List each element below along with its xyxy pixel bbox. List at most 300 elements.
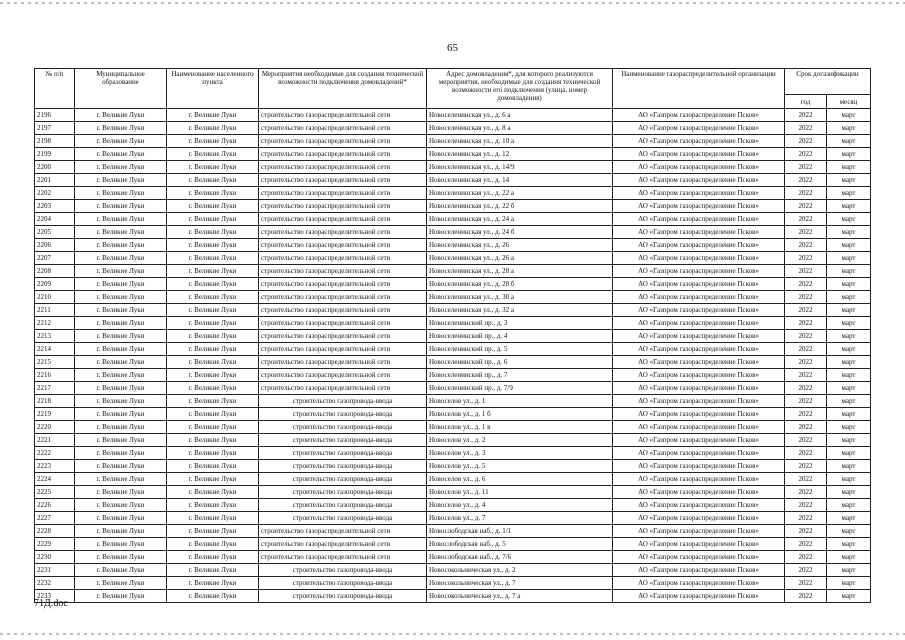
header-municipality: Муниципальное образование	[75, 69, 167, 109]
cell-num: 2206	[35, 239, 75, 252]
cell-year: 2022	[785, 499, 827, 512]
cell-event: строительство газораспределительной сети	[259, 239, 427, 252]
cell-locality: г. Великие Луки	[167, 564, 259, 577]
cell-month: март	[827, 161, 871, 174]
cell-municipality: г. Великие Луки	[75, 174, 167, 187]
cell-locality: г. Великие Луки	[167, 161, 259, 174]
cell-municipality: г. Великие Луки	[75, 460, 167, 473]
cell-locality: г. Великие Луки	[167, 369, 259, 382]
cell-organization: АО «Газпром газораспределение Псков»	[613, 135, 785, 148]
cell-year: 2022	[785, 161, 827, 174]
cell-locality: г. Великие Луки	[167, 174, 259, 187]
cell-num: 2216	[35, 369, 75, 382]
cell-year: 2022	[785, 330, 827, 343]
cell-locality: г. Великие Луки	[167, 109, 259, 122]
cell-year: 2022	[785, 525, 827, 538]
table-row	[35, 395, 871, 408]
cell-num: 2217	[35, 382, 75, 395]
cell-event: строительство газопровода-ввода	[259, 512, 427, 525]
table-row	[35, 291, 871, 304]
cell-organization: АО «Газпром газораспределение Псков»	[613, 213, 785, 226]
cell-locality: г. Великие Луки	[167, 187, 259, 200]
cell-num: 2230	[35, 551, 75, 564]
cell-year: 2022	[785, 434, 827, 447]
table-row	[35, 564, 871, 577]
table-row	[35, 109, 871, 122]
cell-organization: АО «Газпром газораспределение Псков»	[613, 291, 785, 304]
cell-municipality: г. Великие Луки	[75, 148, 167, 161]
cell-address: Новосокольническая ул., д. 2	[427, 564, 613, 577]
cell-municipality: г. Великие Луки	[75, 304, 167, 317]
cell-address: Новоселенинская ул., д. 6 а	[427, 109, 613, 122]
cell-month: март	[827, 109, 871, 122]
cell-num: 2201	[35, 174, 75, 187]
cell-municipality: г. Великие Луки	[75, 421, 167, 434]
cell-year: 2022	[785, 538, 827, 551]
cell-num: 2215	[35, 356, 75, 369]
cell-organization: АО «Газпром газораспределение Псков»	[613, 122, 785, 135]
cell-event: строительство газораспределительной сети	[259, 135, 427, 148]
cell-address: Новоселенинская ул., д. 14	[427, 174, 613, 187]
cell-year: 2022	[785, 135, 827, 148]
cell-locality: г. Великие Луки	[167, 447, 259, 460]
table-header	[35, 69, 871, 109]
cell-num: 2223	[35, 460, 75, 473]
table-row	[35, 317, 871, 330]
cell-num: 2200	[35, 161, 75, 174]
header-address: Адрес домовладения*, для которого реализуются мероприятия, необходимые для создания технической возможности его подключения (улица, номер домовладения)	[427, 69, 613, 109]
cell-year: 2022	[785, 239, 827, 252]
table-row	[35, 135, 871, 148]
cell-locality: г. Великие Луки	[167, 135, 259, 148]
table-row	[35, 187, 871, 200]
cell-address: Новослободская наб., д. 7/6	[427, 551, 613, 564]
cell-municipality: г. Великие Луки	[75, 486, 167, 499]
table-row	[35, 122, 871, 135]
cell-organization: АО «Газпром газораспределение Псков»	[613, 200, 785, 213]
cell-num: 2199	[35, 148, 75, 161]
cell-num: 2214	[35, 343, 75, 356]
cell-municipality: г. Великие Луки	[75, 525, 167, 538]
table-row	[35, 304, 871, 317]
cell-address: Новоселенинская ул., д. 32 а	[427, 304, 613, 317]
cell-event: строительство газопровода-ввода	[259, 564, 427, 577]
cell-event: строительство газопровода-ввода	[259, 499, 427, 512]
table-row	[35, 590, 871, 603]
cell-event: строительство газораспределительной сети	[259, 343, 427, 356]
cell-num: 2225	[35, 486, 75, 499]
cell-month: март	[827, 252, 871, 265]
cell-event: строительство газораспределительной сети	[259, 265, 427, 278]
cell-municipality: г. Великие Луки	[75, 265, 167, 278]
cell-num: 2221	[35, 434, 75, 447]
cell-locality: г. Великие Луки	[167, 148, 259, 161]
cell-year: 2022	[785, 486, 827, 499]
cell-event: строительство газопровода-ввода	[259, 434, 427, 447]
cell-locality: г. Великие Луки	[167, 356, 259, 369]
cell-month: март	[827, 512, 871, 525]
gasification-register-table	[34, 68, 871, 603]
header-locality: Наименование населенного пункта	[167, 69, 259, 109]
cell-year: 2022	[785, 252, 827, 265]
cell-organization: АО «Газпром газораспределение Псков»	[613, 317, 785, 330]
cell-event: строительство газопровода-ввода	[259, 408, 427, 421]
table-row	[35, 447, 871, 460]
cell-num: 2213	[35, 330, 75, 343]
cell-municipality: г. Великие Луки	[75, 369, 167, 382]
cell-month: март	[827, 408, 871, 421]
cell-event: строительство газопровода-ввода	[259, 473, 427, 486]
cell-month: март	[827, 382, 871, 395]
cell-address: Новоселов ул., д. 1 в	[427, 421, 613, 434]
table-row	[35, 278, 871, 291]
cell-organization: АО «Газпром газораспределение Псков»	[613, 356, 785, 369]
cell-month: март	[827, 460, 871, 473]
cell-year: 2022	[785, 473, 827, 486]
cell-event: строительство газораспределительной сети	[259, 252, 427, 265]
cell-locality: г. Великие Луки	[167, 265, 259, 278]
cell-municipality: г. Великие Луки	[75, 122, 167, 135]
cell-num: 2207	[35, 252, 75, 265]
cell-address: Новоселов ул., д. 1 б	[427, 408, 613, 421]
table-row	[35, 265, 871, 278]
cell-locality: г. Великие Луки	[167, 278, 259, 291]
cell-year: 2022	[785, 109, 827, 122]
cell-month: март	[827, 226, 871, 239]
cell-address: Новоселов ул., д. 5	[427, 460, 613, 473]
cell-organization: АО «Газпром газораспределение Псков»	[613, 577, 785, 590]
cell-event: строительство газораспределительной сети	[259, 330, 427, 343]
cell-organization: АО «Газпром газораспределение Псков»	[613, 239, 785, 252]
cell-month: март	[827, 369, 871, 382]
cell-month: март	[827, 343, 871, 356]
cell-num: 2197	[35, 122, 75, 135]
cell-year: 2022	[785, 356, 827, 369]
cell-municipality: г. Великие Луки	[75, 447, 167, 460]
cell-year: 2022	[785, 278, 827, 291]
cell-year: 2022	[785, 590, 827, 603]
cell-organization: АО «Газпром газораспределение Псков»	[613, 460, 785, 473]
table-row	[35, 473, 871, 486]
cell-address: Новоселенинский пр., д. 4	[427, 330, 613, 343]
cell-num: 2222	[35, 447, 75, 460]
cell-locality: г. Великие Луки	[167, 499, 259, 512]
table-row	[35, 538, 871, 551]
cell-address: Новоселенинская ул., д. 12	[427, 148, 613, 161]
cell-address: Новоселов ул., д. 6	[427, 473, 613, 486]
cell-month: март	[827, 356, 871, 369]
cell-municipality: г. Великие Луки	[75, 577, 167, 590]
cell-locality: г. Великие Луки	[167, 252, 259, 265]
cell-month: март	[827, 148, 871, 161]
cell-municipality: г. Великие Луки	[75, 564, 167, 577]
cell-address: Новоселов ул., д. 11	[427, 486, 613, 499]
cell-num: 2208	[35, 265, 75, 278]
cell-locality: г. Великие Луки	[167, 330, 259, 343]
cell-event: строительство газораспределительной сети	[259, 382, 427, 395]
cell-address: Новоселенинский пр., д. 3	[427, 317, 613, 330]
table-row	[35, 252, 871, 265]
cell-address: Новоселов ул., д. 3	[427, 447, 613, 460]
header-event: Мероприятия необходимые для создания технической возможности подключения домовладений*	[259, 69, 427, 109]
cell-organization: АО «Газпром газораспределение Псков»	[613, 408, 785, 421]
cell-year: 2022	[785, 421, 827, 434]
cell-locality: г. Великие Луки	[167, 525, 259, 538]
cell-municipality: г. Великие Луки	[75, 551, 167, 564]
page-number: 65	[447, 42, 458, 54]
table-row	[35, 460, 871, 473]
cell-organization: АО «Газпром газораспределение Псков»	[613, 447, 785, 460]
cell-organization: АО «Газпром газораспределение Псков»	[613, 330, 785, 343]
cell-organization: АО «Газпром газораспределение Псков»	[613, 148, 785, 161]
cell-event: строительство газораспределительной сети	[259, 187, 427, 200]
cell-month: март	[827, 304, 871, 317]
cell-locality: г. Великие Луки	[167, 577, 259, 590]
cell-address: Новоселенинская ул., д. 22 б	[427, 200, 613, 213]
table-row	[35, 525, 871, 538]
cell-organization: АО «Газпром газораспределение Псков»	[613, 564, 785, 577]
cell-locality: г. Великие Луки	[167, 590, 259, 603]
scan-edge-bottom	[0, 633, 905, 635]
cell-locality: г. Великие Луки	[167, 291, 259, 304]
cell-address: Новоселенинская ул., д. 26	[427, 239, 613, 252]
cell-num: 2231	[35, 564, 75, 577]
cell-address: Новоселенинская ул., д. 30 а	[427, 291, 613, 304]
cell-locality: г. Великие Луки	[167, 395, 259, 408]
cell-num: 2229	[35, 538, 75, 551]
cell-month: март	[827, 434, 871, 447]
cell-municipality: г. Великие Луки	[75, 200, 167, 213]
cell-address: Новоселенинская ул., д. 24 б	[427, 226, 613, 239]
cell-year: 2022	[785, 577, 827, 590]
cell-organization: АО «Газпром газораспределение Псков»	[613, 304, 785, 317]
cell-num: 2203	[35, 200, 75, 213]
cell-month: март	[827, 421, 871, 434]
cell-municipality: г. Великие Луки	[75, 590, 167, 603]
table-row	[35, 486, 871, 499]
cell-month: март	[827, 239, 871, 252]
cell-event: строительство газораспределительной сети	[259, 226, 427, 239]
cell-address: Новоселенинский пр., д. 7	[427, 369, 613, 382]
cell-address: Новоселенинский пр., д. 7/9	[427, 382, 613, 395]
cell-organization: АО «Газпром газораспределение Псков»	[613, 369, 785, 382]
table-row	[35, 408, 871, 421]
cell-municipality: г. Великие Луки	[75, 239, 167, 252]
cell-locality: г. Великие Луки	[167, 200, 259, 213]
cell-address: Новоселенинская ул., д. 22 а	[427, 187, 613, 200]
cell-event: строительство газораспределительной сети	[259, 551, 427, 564]
cell-organization: АО «Газпром газораспределение Псков»	[613, 421, 785, 434]
table-row	[35, 382, 871, 395]
cell-municipality: г. Великие Луки	[75, 252, 167, 265]
cell-month: март	[827, 200, 871, 213]
table-row	[35, 200, 871, 213]
cell-month: март	[827, 291, 871, 304]
cell-num: 2227	[35, 512, 75, 525]
cell-locality: г. Великие Луки	[167, 473, 259, 486]
cell-year: 2022	[785, 174, 827, 187]
table-row	[35, 226, 871, 239]
cell-municipality: г. Великие Луки	[75, 408, 167, 421]
cell-locality: г. Великие Луки	[167, 408, 259, 421]
table-row	[35, 356, 871, 369]
cell-year: 2022	[785, 447, 827, 460]
cell-month: март	[827, 278, 871, 291]
cell-municipality: г. Великие Луки	[75, 330, 167, 343]
cell-locality: г. Великие Луки	[167, 434, 259, 447]
cell-organization: АО «Газпром газораспределение Псков»	[613, 174, 785, 187]
cell-address: Новослободская наб., д. 1/1	[427, 525, 613, 538]
cell-num: 2220	[35, 421, 75, 434]
cell-locality: г. Великие Луки	[167, 304, 259, 317]
cell-municipality: г. Великие Луки	[75, 382, 167, 395]
cell-num: 2209	[35, 278, 75, 291]
cell-organization: АО «Газпром газораспределение Псков»	[613, 486, 785, 499]
cell-year: 2022	[785, 395, 827, 408]
cell-locality: г. Великие Луки	[167, 460, 259, 473]
cell-locality: г. Великие Луки	[167, 538, 259, 551]
cell-month: март	[827, 564, 871, 577]
cell-num: 2219	[35, 408, 75, 421]
cell-year: 2022	[785, 551, 827, 564]
cell-month: март	[827, 174, 871, 187]
cell-num: 2204	[35, 213, 75, 226]
cell-year: 2022	[785, 343, 827, 356]
cell-address: Новоселенинская ул., д. 10 а	[427, 135, 613, 148]
cell-num: 2212	[35, 317, 75, 330]
cell-num: 2226	[35, 499, 75, 512]
cell-municipality: г. Великие Луки	[75, 538, 167, 551]
cell-event: строительство газораспределительной сети	[259, 278, 427, 291]
cell-address: Новослободская наб., д. 5	[427, 538, 613, 551]
cell-event: строительство газораспределительной сети	[259, 369, 427, 382]
cell-event: строительство газораспределительной сети	[259, 200, 427, 213]
cell-organization: АО «Газпром газораспределение Псков»	[613, 278, 785, 291]
scan-edge-top	[0, 2, 905, 4]
cell-year: 2022	[785, 265, 827, 278]
cell-municipality: г. Великие Луки	[75, 213, 167, 226]
table-body	[35, 109, 871, 603]
table-row	[35, 330, 871, 343]
cell-locality: г. Великие Луки	[167, 382, 259, 395]
cell-year: 2022	[785, 213, 827, 226]
cell-municipality: г. Великие Луки	[75, 226, 167, 239]
cell-event: строительство газораспределительной сети	[259, 525, 427, 538]
header-organization: Наименование газораспределительной организации	[613, 69, 785, 109]
cell-organization: АО «Газпром газораспределение Псков»	[613, 187, 785, 200]
cell-year: 2022	[785, 382, 827, 395]
cell-year: 2022	[785, 408, 827, 421]
cell-organization: АО «Газпром газораспределение Псков»	[613, 551, 785, 564]
cell-locality: г. Великие Луки	[167, 343, 259, 356]
document-filename: 71Д.doc	[34, 598, 68, 609]
cell-municipality: г. Великие Луки	[75, 291, 167, 304]
cell-address: Новоселенинская ул., д. 14/9	[427, 161, 613, 174]
cell-num: 2205	[35, 226, 75, 239]
cell-address: Новоселов ул., д. 4	[427, 499, 613, 512]
cell-locality: г. Великие Луки	[167, 486, 259, 499]
cell-municipality: г. Великие Луки	[75, 473, 167, 486]
cell-organization: АО «Газпром газораспределение Псков»	[613, 538, 785, 551]
cell-locality: г. Великие Луки	[167, 239, 259, 252]
cell-event: строительство газораспределительной сети	[259, 161, 427, 174]
cell-event: строительство газораспределительной сети	[259, 122, 427, 135]
table-row	[35, 369, 871, 382]
cell-organization: АО «Газпром газораспределение Псков»	[613, 265, 785, 278]
table-row	[35, 499, 871, 512]
cell-year: 2022	[785, 226, 827, 239]
cell-municipality: г. Великие Луки	[75, 356, 167, 369]
cell-locality: г. Великие Луки	[167, 421, 259, 434]
cell-municipality: г. Великие Луки	[75, 499, 167, 512]
table-row	[35, 512, 871, 525]
cell-event: строительство газораспределительной сети	[259, 213, 427, 226]
cell-organization: АО «Газпром газораспределение Псков»	[613, 109, 785, 122]
cell-month: март	[827, 486, 871, 499]
cell-organization: АО «Газпром газораспределение Псков»	[613, 525, 785, 538]
cell-month: март	[827, 577, 871, 590]
table-row	[35, 343, 871, 356]
table-row	[35, 551, 871, 564]
cell-month: март	[827, 525, 871, 538]
cell-month: март	[827, 473, 871, 486]
cell-address: Новоселов ул., д. 2	[427, 434, 613, 447]
cell-municipality: г. Великие Луки	[75, 187, 167, 200]
header-year: год	[785, 95, 827, 109]
cell-event: строительство газопровода-ввода	[259, 395, 427, 408]
cell-event: строительство газораспределительной сети	[259, 538, 427, 551]
cell-municipality: г. Великие Луки	[75, 278, 167, 291]
cell-event: строительство газораспределительной сети	[259, 317, 427, 330]
cell-locality: г. Великие Луки	[167, 317, 259, 330]
cell-year: 2022	[785, 122, 827, 135]
cell-address: Новосокольническая ул., д. 7	[427, 577, 613, 590]
header-month: месяц	[827, 95, 871, 109]
cell-locality: г. Великие Луки	[167, 512, 259, 525]
cell-num: 2228	[35, 525, 75, 538]
cell-month: март	[827, 395, 871, 408]
cell-locality: г. Великие Луки	[167, 213, 259, 226]
table-row	[35, 213, 871, 226]
cell-event: строительство газопровода-ввода	[259, 486, 427, 499]
table-row	[35, 161, 871, 174]
cell-address: Новоселенинская ул., д. 24 а	[427, 213, 613, 226]
cell-municipality: г. Великие Луки	[75, 161, 167, 174]
cell-year: 2022	[785, 200, 827, 213]
cell-month: март	[827, 330, 871, 343]
cell-month: март	[827, 317, 871, 330]
cell-address: Новоселов ул., д. 7	[427, 512, 613, 525]
cell-municipality: г. Великие Луки	[75, 135, 167, 148]
cell-month: март	[827, 447, 871, 460]
cell-year: 2022	[785, 460, 827, 473]
cell-year: 2022	[785, 317, 827, 330]
cell-event: строительство газопровода-ввода	[259, 460, 427, 473]
cell-month: март	[827, 590, 871, 603]
cell-year: 2022	[785, 291, 827, 304]
cell-year: 2022	[785, 369, 827, 382]
cell-event: строительство газопровода-ввода	[259, 447, 427, 460]
header-num: № п/п	[35, 69, 75, 109]
cell-address: Новоселенинская ул., д. 28 а	[427, 265, 613, 278]
cell-month: март	[827, 122, 871, 135]
cell-address: Новоселенинский пр., д. 5	[427, 343, 613, 356]
header-term: Срок догазификации	[785, 69, 871, 95]
cell-num: 2198	[35, 135, 75, 148]
cell-municipality: г. Великие Луки	[75, 395, 167, 408]
cell-municipality: г. Великие Луки	[75, 434, 167, 447]
cell-event: строительство газопровода-ввода	[259, 421, 427, 434]
